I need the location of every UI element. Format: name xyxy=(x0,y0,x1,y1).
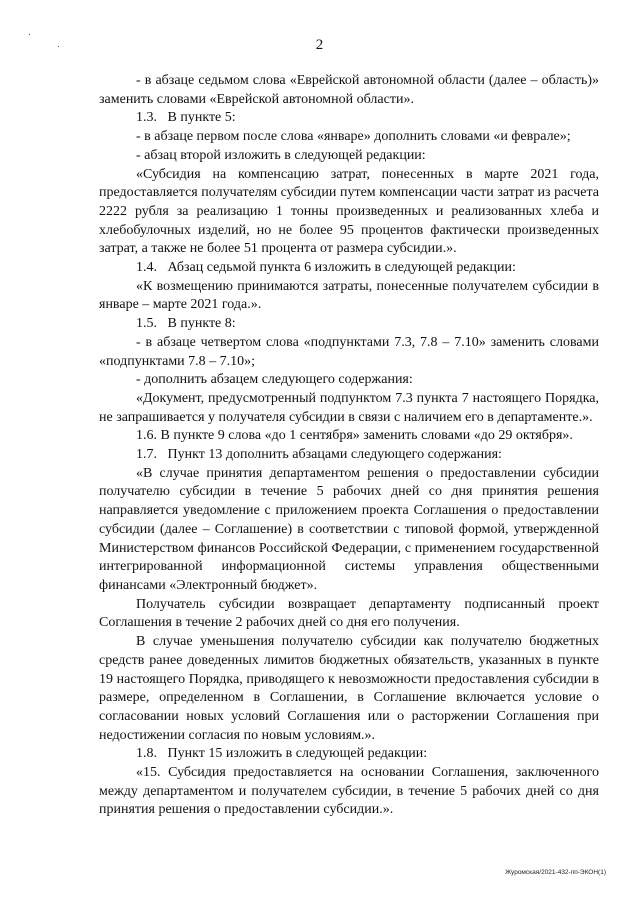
paragraph: 1.7. Пункт 13 дополнить абзацами следующего содержания: xyxy=(136,447,502,463)
document-body xyxy=(99,72,599,820)
paragraph: «Документ, предусмотренный подпунктом 7.3 пункта 7 настоящего Порядка, не запрашивается у получателя субсидии в связи с наличием его в департаменте.». xyxy=(99,390,599,425)
paragraph: - дополнить абзацем следующего содержания: xyxy=(136,372,413,388)
page-number: 2 xyxy=(315,37,324,53)
paragraph: «Субсидия на компенсацию затрат, понесенных в марте 2021 года, предоставляется получателям субсидии путем компенсации части затрат из расчета 2222 рубля за реализацию 1 тонны произведенных и реализованных хлеба и хлебобулочных изделий, но не более 95 процентов фактически произведенных затрат, а также не более 51 процента от размера субсидии.». xyxy=(99,166,599,257)
paragraph: «15. Субсидия предоставляется на основании Соглашения, заключенного между департаментом и получателем субсидии, в течение 5 рабочих дней со дня принятия решения о предоставлении субсидии.». xyxy=(99,765,599,818)
paragraph: 1.4. Абзац седьмой пункта 6 изложить в следующей редакции: xyxy=(136,260,516,276)
paragraph: 1.8. Пункт 15 изложить в следующей редакции: xyxy=(136,746,428,762)
paragraph: «К возмещению принимаются затраты, понесенные получателем субсидии в январе – марте 2021 года.». xyxy=(99,278,599,313)
paragraph: - в абзаце седьмом слова «Еврейской автономной области (далее – область)» заменить словами «Еврейской автономной области». xyxy=(99,73,599,107)
paragraph: - в абзаце первом после слова «январе» дополнить словами «и феврале»; xyxy=(136,129,571,145)
paragraph: Получатель субсидии возвращает департаменту подписанный проект Соглашения в течение 2 рабочих дней со дня его получения. xyxy=(99,596,599,631)
paragraph: 1.3. В пункте 5: xyxy=(136,110,236,126)
scan-speck xyxy=(29,34,30,35)
paragraph: «В случае принятия департаментом решения о предоставлении субсидии получателю субсидии в течение 5 рабочих дней со дня принятия решения направляется уведомление с приложением проекта Соглашения о предоставлении субсидии (далее – Соглашение) в соответствии с типовой формой, утвержденной Министерством финансов Российской Федерации, с применением государственной интегрированной информационной системы управления общественными финансами «Электронный бюджет». xyxy=(99,465,599,593)
paragraph: - в абзаце четвертом слова «подпунктами 7.3, 7.8 – 7.10» заменить словами «подпунктами 7.8 – 7.10»; xyxy=(99,334,599,369)
paragraph: - абзац второй изложить в следующей редакции: xyxy=(136,147,426,163)
paragraph: В случае уменьшения получателю субсидии как получателю бюджетных средств ранее доведенных лимитов бюджетных обязательств, указанных в пункте 19 настоящего Порядка, приводящего к невозможности предоставления субсидии в размере, определенном в Соглашении, в Соглашение включается условие о согласовании новых условий Соглашения или о расторжении Соглашения при недостижении согласия по новым условиям.». xyxy=(99,634,599,743)
paragraph: 1.6. В пункте 9 слова «до 1 сентября» заменить словами «до 29 октября». xyxy=(136,428,573,444)
document-footer-code: Журомская/2021-432-пп-ЭКОН(1) xyxy=(505,869,606,876)
paragraph: 1.5. В пункте 8: xyxy=(136,316,236,332)
